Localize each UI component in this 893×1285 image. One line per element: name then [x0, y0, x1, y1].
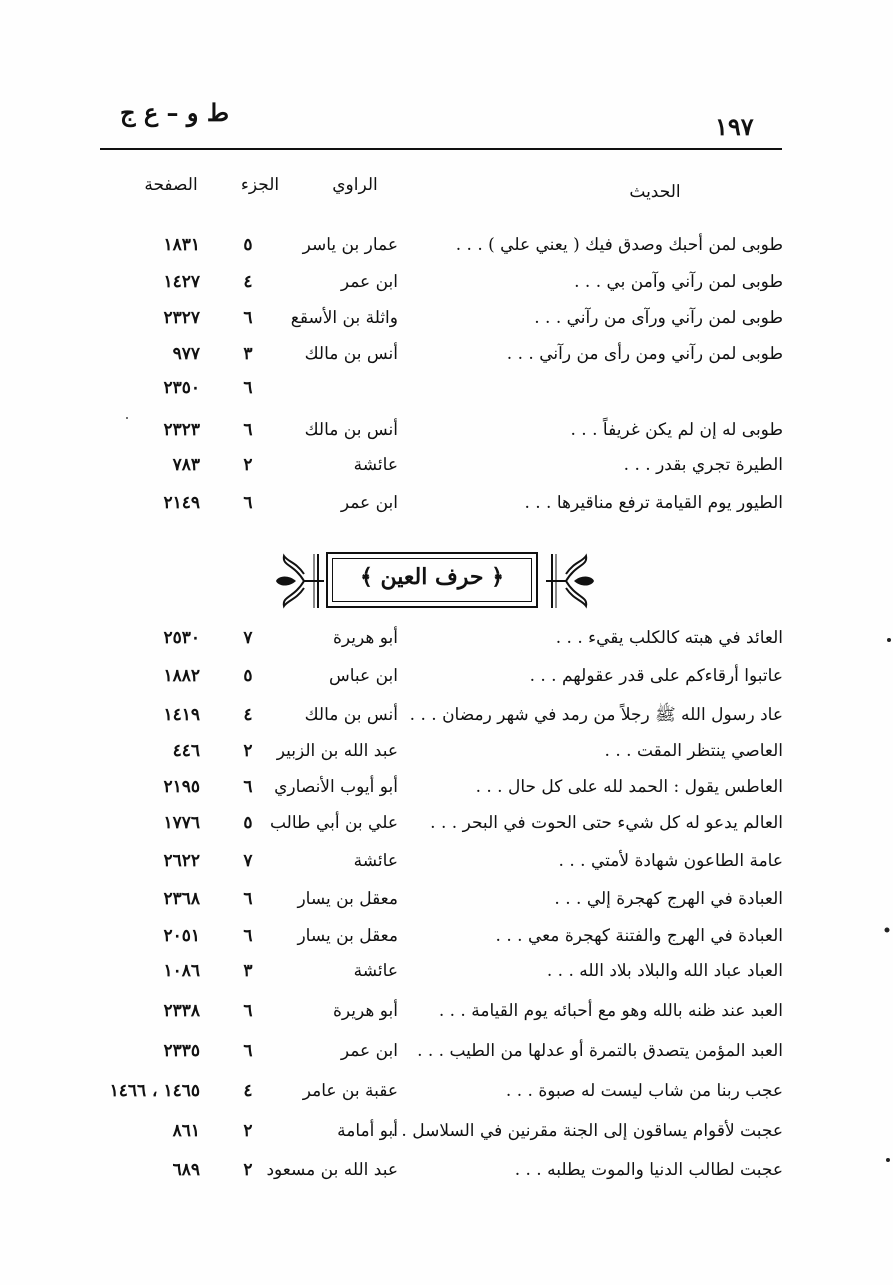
- part-number: ٦: [243, 777, 253, 797]
- part-number: ٦: [243, 1041, 253, 1061]
- hadith-text: طوبى له إن لم يكن غريفاً . . .: [570, 420, 783, 440]
- part-number: ٧: [243, 628, 253, 648]
- narrator: واثلة بن الأسقع: [290, 308, 398, 328]
- page-ref: ٢٥٣٠: [163, 628, 200, 648]
- page-ref: ٢٦٢٢: [163, 851, 200, 871]
- section-title: ﴿ حرف العين ﴾: [359, 564, 505, 590]
- narrator: أبو هريرة: [332, 1001, 398, 1021]
- part-number: ٥: [243, 666, 253, 686]
- page-ref: ١٨٨٢: [163, 666, 200, 686]
- hadith-text: العاطس يقول : الحمد لله على كل حال . . .: [475, 777, 783, 797]
- page-ref: ٢٠٥١: [163, 926, 200, 946]
- narrator: عبد الله بن الزبير: [276, 741, 398, 761]
- column-header-narrator: الراوي: [332, 175, 378, 195]
- page-ref: ٢٣٢٧: [163, 308, 200, 328]
- part-number: ٦: [243, 1001, 253, 1021]
- part-number: ٤: [243, 705, 253, 725]
- page-ref: ٧٨٣: [172, 455, 200, 475]
- page-ref: ٤٤٦: [172, 741, 200, 761]
- page-ref: ٢٣٦٨: [163, 889, 200, 909]
- narrator: أبو هريرة: [332, 628, 398, 648]
- part-number: ٦: [243, 378, 253, 398]
- hadith-text: طوبى لمن رآني وآمن بي . . .: [574, 272, 783, 292]
- narrator: معقل بن يسار: [297, 926, 398, 946]
- column-header-page: الصفحة: [144, 175, 198, 195]
- page-ref: ١٨٣١: [163, 235, 200, 255]
- column-header-part: الجزء: [240, 175, 280, 195]
- part-number: ٣: [243, 344, 253, 364]
- narrator: عائشة: [353, 851, 398, 871]
- narrator: أنس بن مالك: [304, 705, 398, 725]
- part-number: ٥: [243, 813, 253, 833]
- part-number: ٦: [243, 889, 253, 909]
- hadith-text: طوبى لمن رآني ورآى من رآني . . .: [534, 308, 783, 328]
- part-number: ٥: [243, 235, 253, 255]
- narrator: عائشة: [353, 961, 398, 981]
- narrator: أبو أيوب الأنصاري: [274, 777, 398, 797]
- part-number: ٢: [243, 1160, 253, 1180]
- hadith-text: عجبت لأقوام يساقون إلى الجنة مقرنين في السلاسل . . .: [379, 1121, 783, 1141]
- page-ref: ٢٣٢٣: [163, 420, 200, 440]
- part-number: ٢: [243, 741, 253, 761]
- narrator: عائشة: [353, 455, 398, 475]
- narrator: ابن عمر: [340, 1041, 398, 1061]
- hadith-text: العبادة في الهرج والفتنة كهجرة معي . . .: [495, 926, 783, 946]
- hadith-text: عامة الطاعون شهادة لأمتي . . .: [558, 851, 783, 871]
- narrator: معقل بن يسار: [297, 889, 398, 909]
- page-ref: ١٧٧٦: [163, 813, 200, 833]
- page-ref: ٦٨٩: [172, 1160, 200, 1180]
- hadith-text: عاد رسول الله ﷺ رجلاً من رمد في شهر رمضان . . .: [409, 705, 783, 725]
- part-number: ٦: [243, 308, 253, 328]
- narrator: ابن عمر: [340, 493, 398, 513]
- page-ref: ١٠٨٦: [163, 961, 200, 981]
- part-number: ٢: [243, 455, 253, 475]
- narrator: أبو أمامة: [337, 1121, 398, 1141]
- page-number: ١٩٧: [715, 112, 754, 141]
- page-ref: ٨٦١: [172, 1121, 200, 1141]
- page-ref: ٢٣٥٠: [163, 378, 200, 398]
- hadith-text: طوبى لمن أحبك وصدق فيك ( يعني علي ) . . .: [455, 235, 783, 255]
- hadith-text: عاتبوا أرقاءكم على قدر عقولهم . . .: [529, 666, 783, 686]
- hadith-text: العبد المؤمن يتصدق بالتمرة أو عدلها من الطيب . . .: [417, 1041, 783, 1061]
- narrator: عمار بن ياسر: [302, 235, 398, 255]
- hadith-text: العبد عند ظنه بالله وهو مع أحبائه يوم القيامة . . .: [438, 1001, 783, 1021]
- part-number: ٦: [243, 420, 253, 440]
- part-number: ٢: [243, 1121, 253, 1141]
- hadith-text: العاصي ينتظر المقت . . .: [604, 741, 783, 761]
- page-ref: ٢١٤٩: [163, 493, 200, 513]
- narrator: عبد الله بن مسعود: [266, 1160, 398, 1180]
- hadith-text: عجب ربنا من شاب ليست له صبوة . . .: [505, 1081, 783, 1101]
- hadith-text: الطيور يوم القيامة ترفع مناقيرها . . .: [524, 493, 783, 513]
- narrator: ابن عمر: [340, 272, 398, 292]
- page-ref: ٢٣٣٥: [163, 1041, 200, 1061]
- page-ref: ١٤١٩: [163, 705, 200, 725]
- page-ref: ٢٣٣٨: [163, 1001, 200, 1021]
- page-ref: ٩٧٧: [172, 344, 200, 364]
- page-ref: ١٤٦٥ ، ١٤٦٦: [109, 1081, 200, 1101]
- running-head: ط و – ع ج: [120, 98, 230, 127]
- narrator: أنس بن مالك: [304, 344, 398, 364]
- narrator: أنس بن مالك: [304, 420, 398, 440]
- hadith-text: عجبت لطالب الدنيا والموت يطلبه . . .: [514, 1160, 783, 1180]
- hadith-text: العباد عباد الله والبلاد بلاد الله . . .: [546, 961, 783, 981]
- page-ref: ٢١٩٥: [163, 777, 200, 797]
- hadith-text: طوبى لمن رآني ومن رأى من رآني . . .: [506, 344, 783, 364]
- page-ref: ١٤٢٧: [163, 272, 200, 292]
- part-number: ٦: [243, 926, 253, 946]
- narrator: ابن عباس: [328, 666, 398, 686]
- hadith-text: العائد في هبته كالكلب يقيء . . .: [555, 628, 783, 648]
- hadith-text: الطيرة تجري بقدر . . .: [623, 455, 783, 475]
- part-number: ٣: [243, 961, 253, 981]
- narrator: عقبة بن عامر: [302, 1081, 398, 1101]
- part-number: ٤: [243, 272, 253, 292]
- part-number: ٧: [243, 851, 253, 871]
- hadith-text: العالم يدعو له كل شيء حتى الحوت في البحر . . .: [430, 813, 783, 833]
- narrator: علي بن أبي طالب: [269, 813, 398, 833]
- part-number: ٦: [243, 493, 253, 513]
- part-number: ٤: [243, 1081, 253, 1101]
- column-header-hadith: الحديث: [629, 182, 681, 202]
- hadith-text: العبادة في الهرج كهجرة إلي . . .: [554, 889, 783, 909]
